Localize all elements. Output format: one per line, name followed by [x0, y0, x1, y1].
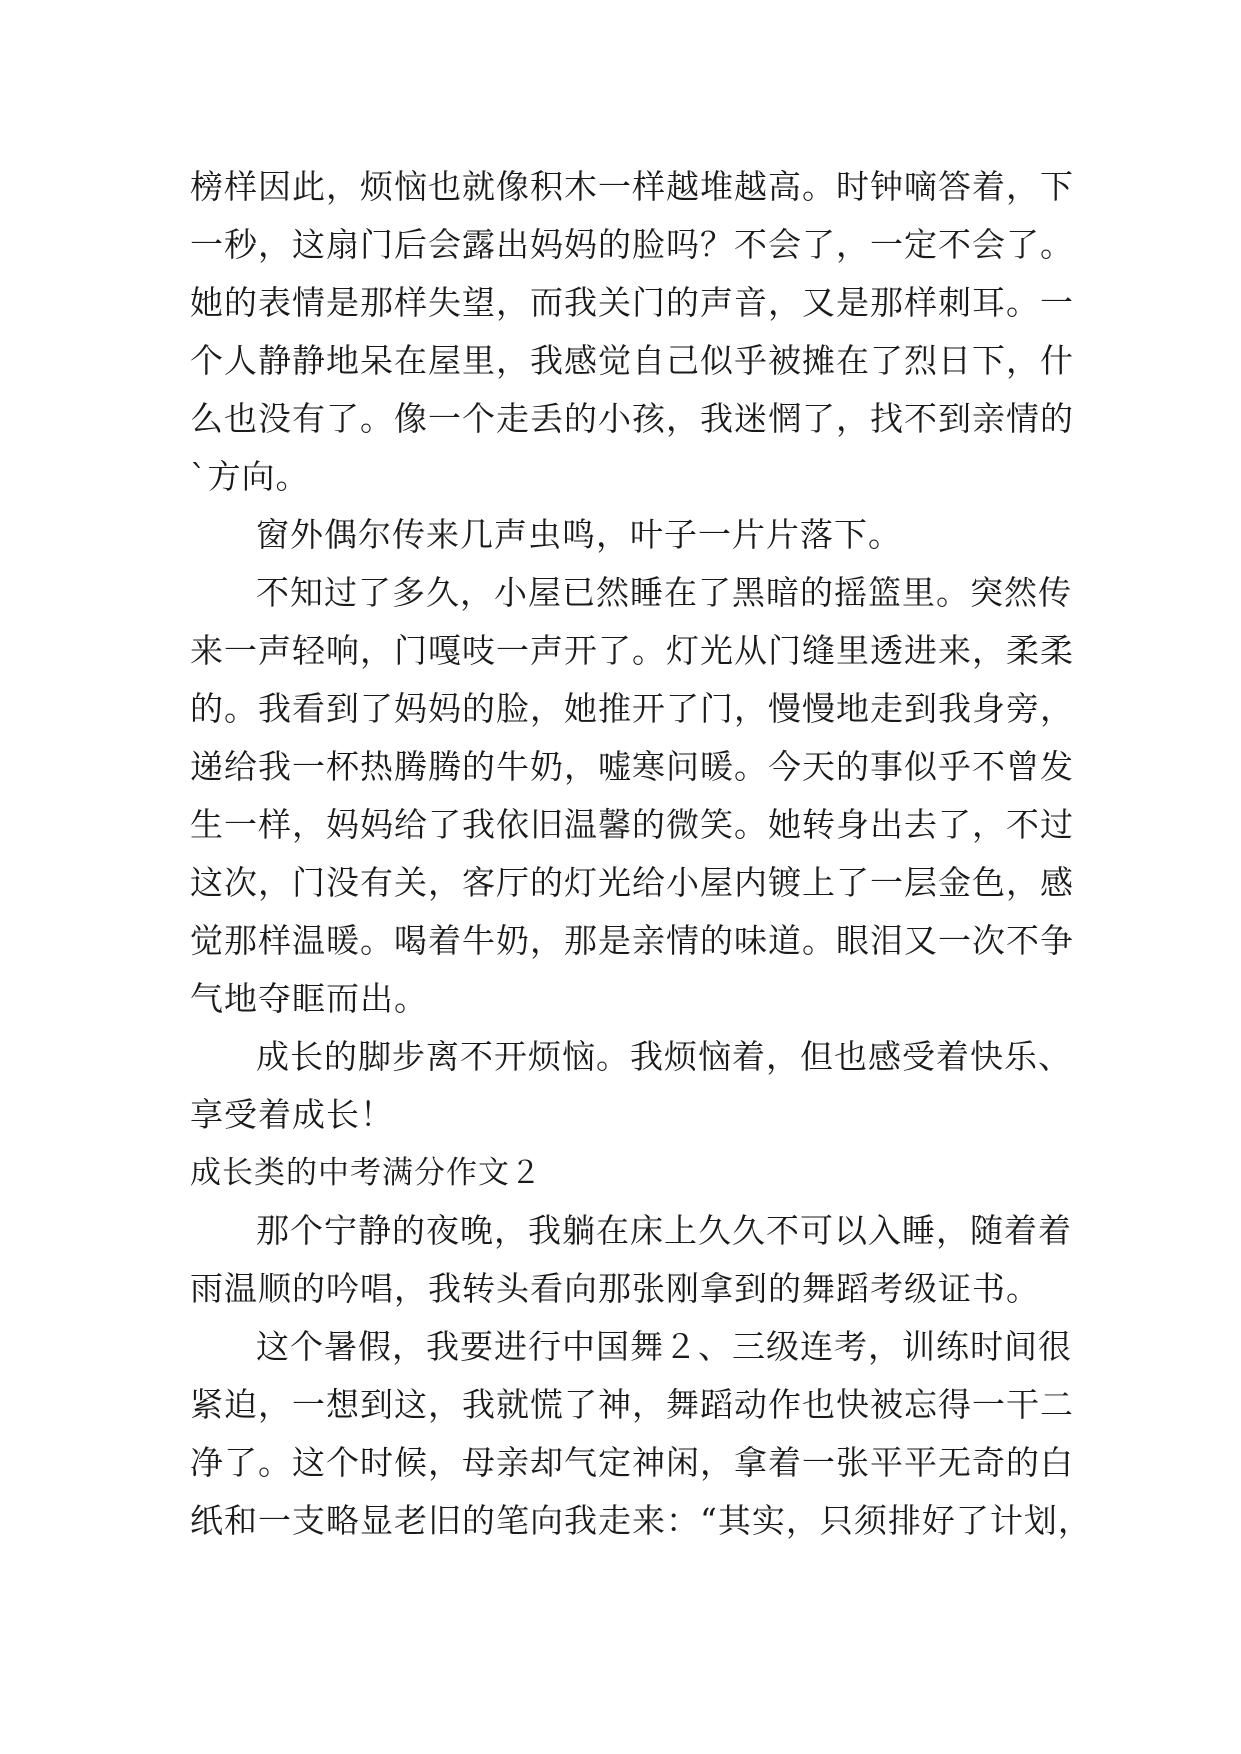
paragraph-continued	[190, 158, 1074, 506]
paragraph-light	[190, 564, 1074, 1028]
text-line: 这个暑假，我要进行中国舞２、三级连考，训练时间很	[256, 1327, 1072, 1366]
paragraph-window	[190, 506, 1070, 564]
text-line: 紧迫，一想到这，我就慌了神，舞蹈动作也快被忘得一干二	[190, 1385, 1074, 1424]
text-line: 成长的脚步离不开烦恼。我烦恼着，但也感受着快乐、	[256, 1037, 1072, 1076]
text-line: 生一样，妈妈给了我依旧温馨的微笑。她转身出去了，不过	[190, 805, 1074, 844]
text-line: 榜样因此，烦恼也就像积木一样越堆越高。时钟嘀答着，下	[190, 167, 1074, 206]
text-line: 一秒，这扇门后会露出妈妈的脸吗？不会了，一定不会了。	[190, 225, 1074, 264]
document-page	[190, 158, 1092, 1550]
text-line: 纸和一支略显老旧的笔向我走来：“其实，只须排好了计划，	[190, 1501, 1092, 1540]
text-line: `方向。	[190, 457, 310, 496]
essay-heading: 成长类的中考满分作文２	[190, 1155, 542, 1191]
text-line: 窗外偶尔传来几声虫鸣，叶子一片片落下。	[256, 515, 902, 554]
text-line: 么也没有了。像一个走丢的小孩，我迷惘了，找不到亲情的	[190, 399, 1074, 438]
text-line: 来一声轻响，门嘎吱一声开了。灯光从门缝里透进来，柔柔	[190, 631, 1074, 670]
text-line: 的。我看到了妈妈的脸，她推开了门，慢慢地走到我身旁，	[190, 689, 1074, 728]
text-line: 享受着成长！	[190, 1095, 394, 1134]
text-line: 她的表情是那样失望，而我关门的声音，又是那样刺耳。一	[190, 283, 1074, 322]
text-line: 递给我一杯热腾腾的牛奶，嘘寒问暖。今天的事似乎不曾发	[190, 747, 1074, 786]
text-line: 净了。这个时候，母亲却气定神闲，拿着一张平平无奇的白	[190, 1443, 1074, 1482]
paragraph-growth	[190, 1028, 1070, 1144]
text-line: 雨温顺的吟唱，我转头看向那张刚拿到的舞蹈考级证书。	[190, 1269, 1040, 1308]
text-line: 气地夺眶而出。	[190, 979, 428, 1018]
paragraph-summer	[190, 1318, 1092, 1550]
text-line: 个人静静地呆在屋里，我感觉自己似乎被摊在了烈日下，什	[190, 341, 1074, 380]
text-line: 这次，门没有关，客厅的灯光给小屋内镀上了一层金色，感	[190, 863, 1074, 902]
text-line: 那个宁静的夜晚，我躺在床上久久不可以入睡，随着着	[256, 1211, 1072, 1250]
paragraph-night	[190, 1202, 1070, 1318]
text-line: 觉那样温暖。喝着牛奶，那是亲情的味道。眼泪又一次不争	[190, 921, 1074, 960]
text-line: 不知过了多久，小屋已然睡在了黑暗的摇篮里。突然传	[256, 573, 1072, 612]
